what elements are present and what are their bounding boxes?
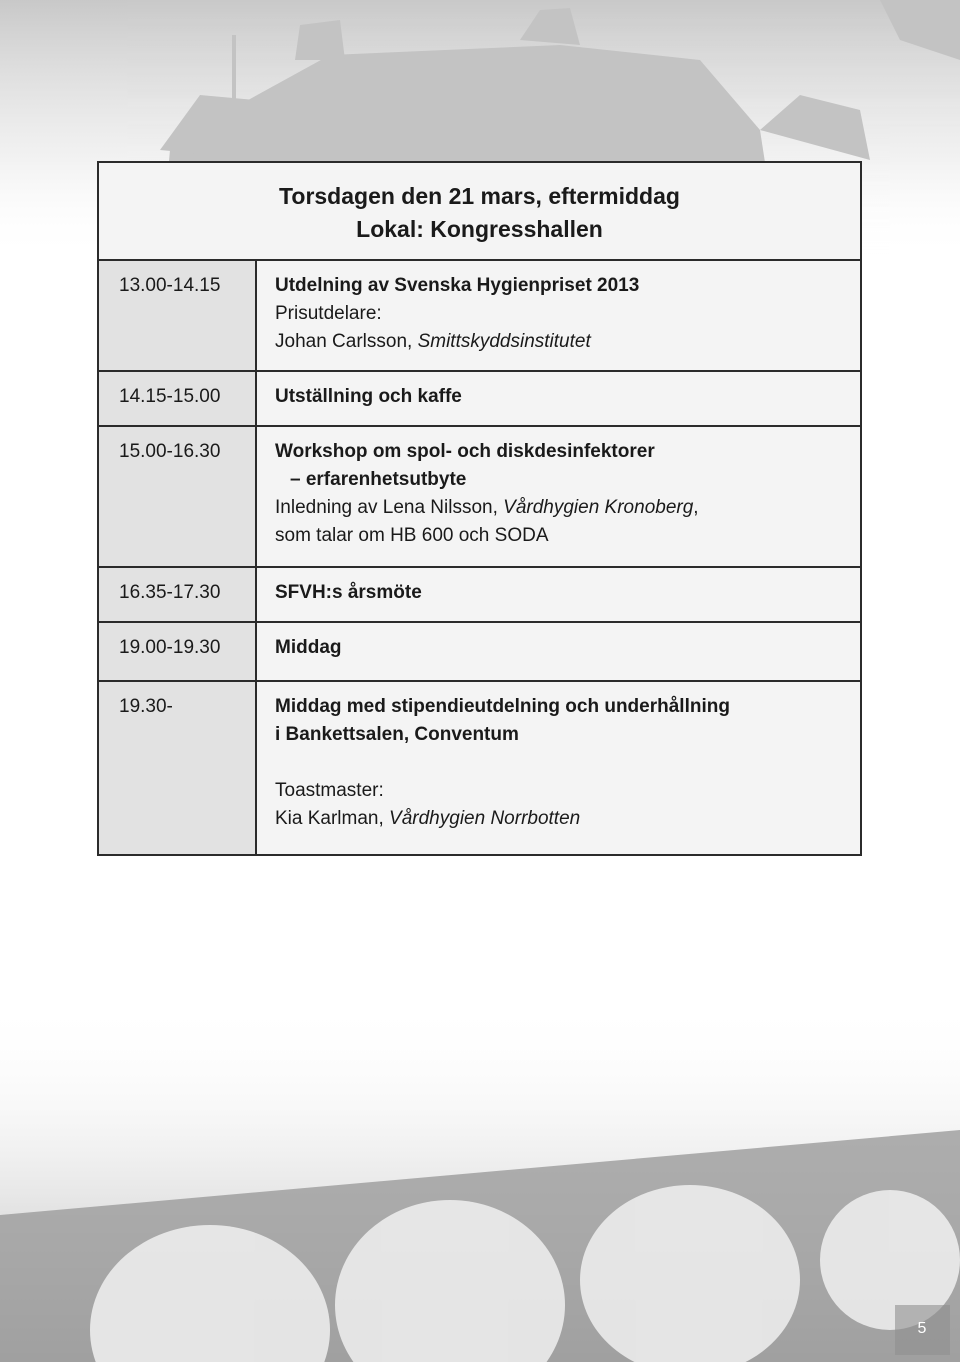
schedule-title: Utdelning av Svenska Hygienpriset 2013 — [275, 275, 640, 296]
schedule-row — [99, 623, 860, 682]
schedule-title: Utställning och kaffe — [275, 386, 462, 407]
schedule-title-line2: i Bankettsalen, Conventum — [275, 724, 519, 745]
schedule-time: 19.00-19.30 — [99, 623, 257, 680]
schedule-title: Workshop om spol- och diskdesinfektorer — [275, 441, 655, 462]
speaker-organization: Vårdhygien Norrbotten — [389, 808, 581, 829]
schedule-line: Prisutdelare: — [275, 303, 382, 324]
schedule-line: som talar om HB 600 och SODA — [275, 525, 549, 546]
schedule-line — [275, 328, 860, 356]
speaker-organization: Smittskyddsinstitutet — [417, 331, 591, 352]
schedule-line — [275, 805, 860, 833]
speaker-name: Kia Karlman, — [275, 808, 390, 829]
schedule-line — [275, 494, 860, 522]
schedule-time: 14.15-15.00 — [99, 372, 257, 425]
schedule-description — [257, 682, 860, 854]
header-title-line2: Lokal: Kongresshallen — [356, 215, 603, 242]
schedule-row — [99, 568, 860, 623]
schedule-title: Middag med stipendieutdelning och underhållning — [275, 696, 730, 717]
speaker-name: Johan Carlsson, — [275, 331, 418, 352]
speaker-organization: Vårdhygien Kronoberg — [503, 497, 694, 518]
schedule-line: Toastmaster: — [275, 780, 384, 801]
header-title-line1: Torsdagen den 21 mars, eftermiddag — [279, 182, 680, 209]
schedule-time: 15.00-16.30 — [99, 427, 257, 566]
schedule-row — [99, 427, 860, 568]
schedule-row — [99, 682, 860, 854]
page-number: 5 — [917, 1320, 927, 1337]
spacer — [275, 749, 860, 777]
program-table — [97, 161, 862, 856]
speaker-name: Inledning av Lena Nilsson, — [275, 497, 504, 518]
schedule-description — [257, 372, 860, 425]
schedule-time: 13.00-14.15 — [99, 261, 257, 370]
schedule-description — [257, 261, 860, 370]
schedule-title: SFVH:s årsmöte — [275, 582, 422, 603]
schedule-time: 16.35-17.30 — [99, 568, 257, 621]
schedule-description — [257, 427, 860, 566]
punctuation: , — [693, 497, 699, 518]
schedule-row — [99, 261, 860, 372]
program-header — [99, 163, 860, 261]
schedule-time: 19.30- — [99, 682, 257, 854]
schedule-subtitle: – erfarenhetsutbyte — [290, 469, 467, 490]
schedule-title: Middag — [275, 637, 342, 658]
schedule-description — [257, 568, 860, 621]
schedule-description — [257, 623, 860, 680]
schedule-row — [99, 372, 860, 427]
